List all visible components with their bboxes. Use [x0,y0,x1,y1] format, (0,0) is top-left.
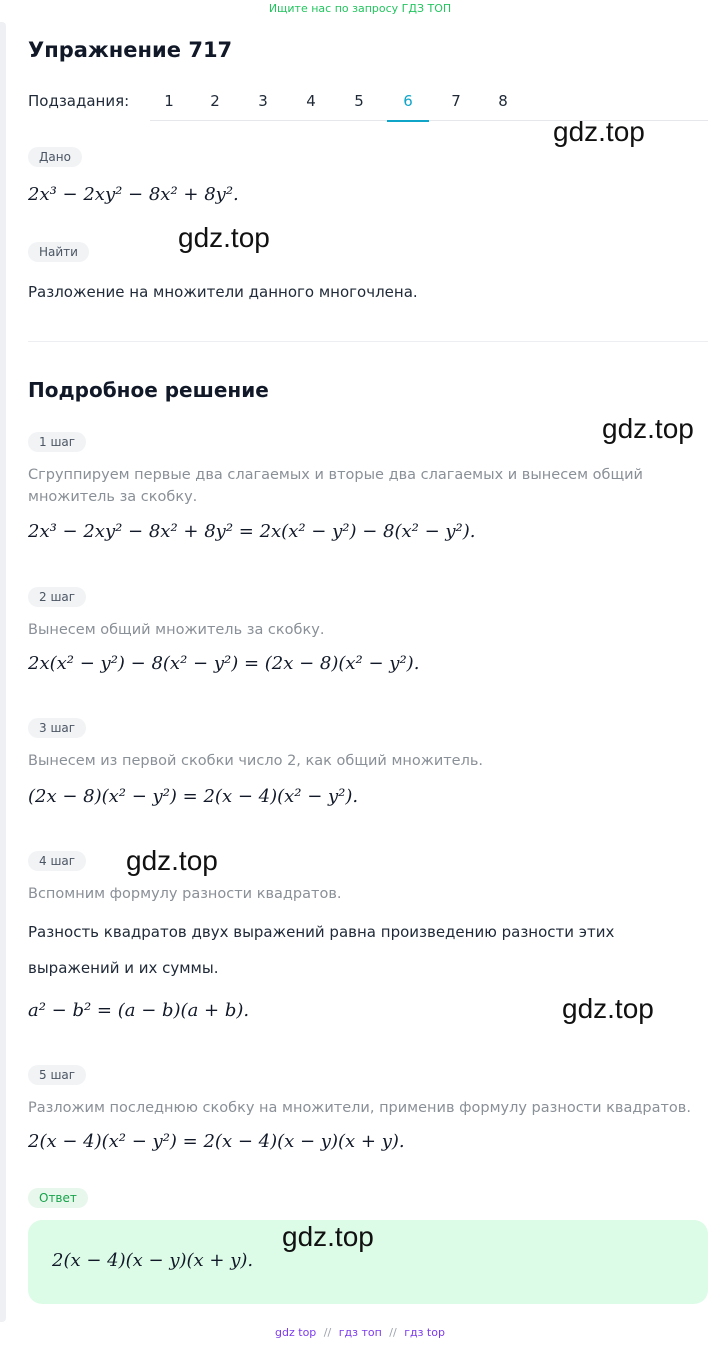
step-3-pill-wrap [28,717,86,738]
section-divider [28,341,708,342]
watermark: gdz.top [553,116,645,147]
tab-subtask-1[interactable]: 1 [164,92,174,110]
given-pill-wrap [28,146,82,167]
tab-subtask-4[interactable]: 4 [306,92,316,110]
step-2-text: Вынесем общий множитель за скобку. [28,622,325,638]
answer-pill: Ответ [28,1188,88,1208]
step-2-pill: 2 шаг [28,587,86,607]
step-1-formula: 2x³ − 2xy² − 8x² + 8y² = 2x(x² − y²) − 8(x² − y²). [28,521,476,542]
find-text: Разложение на множители данного многочлена. [28,283,418,301]
find-pill-wrap [28,241,89,262]
step-1-text: Сгруппируем первые два слагаемых и вторые два слагаемых и вынесем общий множитель за скобку. [28,467,643,505]
watermark: gdz.top [282,1221,374,1252]
tab-subtask-6[interactable]: 6 [387,92,429,110]
given-pill: Дано [28,147,82,167]
find-pill: Найти [28,242,89,262]
exercise-card [28,0,708,1345]
watermark: gdz.top [602,413,694,444]
step-1-pill-wrap [28,431,86,452]
step-4-formula: a² − b² = (a − b)(a + b). [28,1000,250,1021]
footer-sep: // [323,1326,332,1339]
step-3-formula: (2x − 8)(x² − y²) = 2(x − 4)(x² − y²). [28,786,359,807]
step-2-pill-wrap [28,586,86,607]
watermark: gdz.top [178,222,270,253]
step-2-formula: 2x(x² − y²) − 8(x² − y²) = (2x − 8)(x² − y²). [28,653,420,674]
page-title: Упражнение 717 [28,38,233,62]
top-banner[interactable]: Ищите нас по запросу ГДЗ ТОП [268,2,452,15]
watermark: gdz.top [126,845,218,876]
step-1-pill: 1 шаг [28,432,86,452]
step-4-rule: Разность квадратов двух выражений равна произведению разности этих выражений и их суммы. [28,923,615,977]
step-3-text: Вынесем из первой скобки число 2, как общий множитель. [28,753,484,769]
tab-subtask-3[interactable]: 3 [258,92,268,110]
tab-subtask-8[interactable]: 8 [498,92,508,110]
step-4-pill: 4 шаг [28,851,86,871]
given-formula: 2x³ − 2xy² − 8x² + 8y². [28,184,239,205]
step-5-pill-wrap [28,1064,86,1085]
subtasks-label: Подзадания: [28,92,130,110]
step-3-pill: 3 шаг [28,718,86,738]
watermark: gdz.top [562,993,654,1024]
step-4-pill-wrap [28,850,86,871]
solution-title: Подробное решение [28,378,269,402]
tab-subtask-5[interactable]: 5 [354,92,364,110]
answer-formula: 2(x − 4)(x − y)(x + y). [52,1250,254,1271]
footer-link-2[interactable]: гдз топ [338,1326,382,1339]
left-edge-bar [0,22,6,1322]
answer-pill-wrap [28,1187,88,1208]
step-5-text: Разложим последнюю скобку на множители, применив формулу разности квадратов. [28,1100,691,1116]
tab-subtask-2[interactable]: 2 [210,92,220,110]
step-5-formula: 2(x − 4)(x² − y²) = 2(x − 4)(x − y)(x + y). [28,1131,405,1152]
footer-sep: // [389,1326,397,1339]
tab-subtask-7[interactable]: 7 [451,92,461,110]
step-5-pill: 5 шаг [28,1065,86,1085]
step-4-text: Вспомним формулу разности квадратов. [28,886,342,902]
footer-link-3[interactable]: гдз top [404,1326,445,1339]
footer-links [0,1326,720,1339]
footer-link-1[interactable]: gdz top [275,1326,317,1339]
